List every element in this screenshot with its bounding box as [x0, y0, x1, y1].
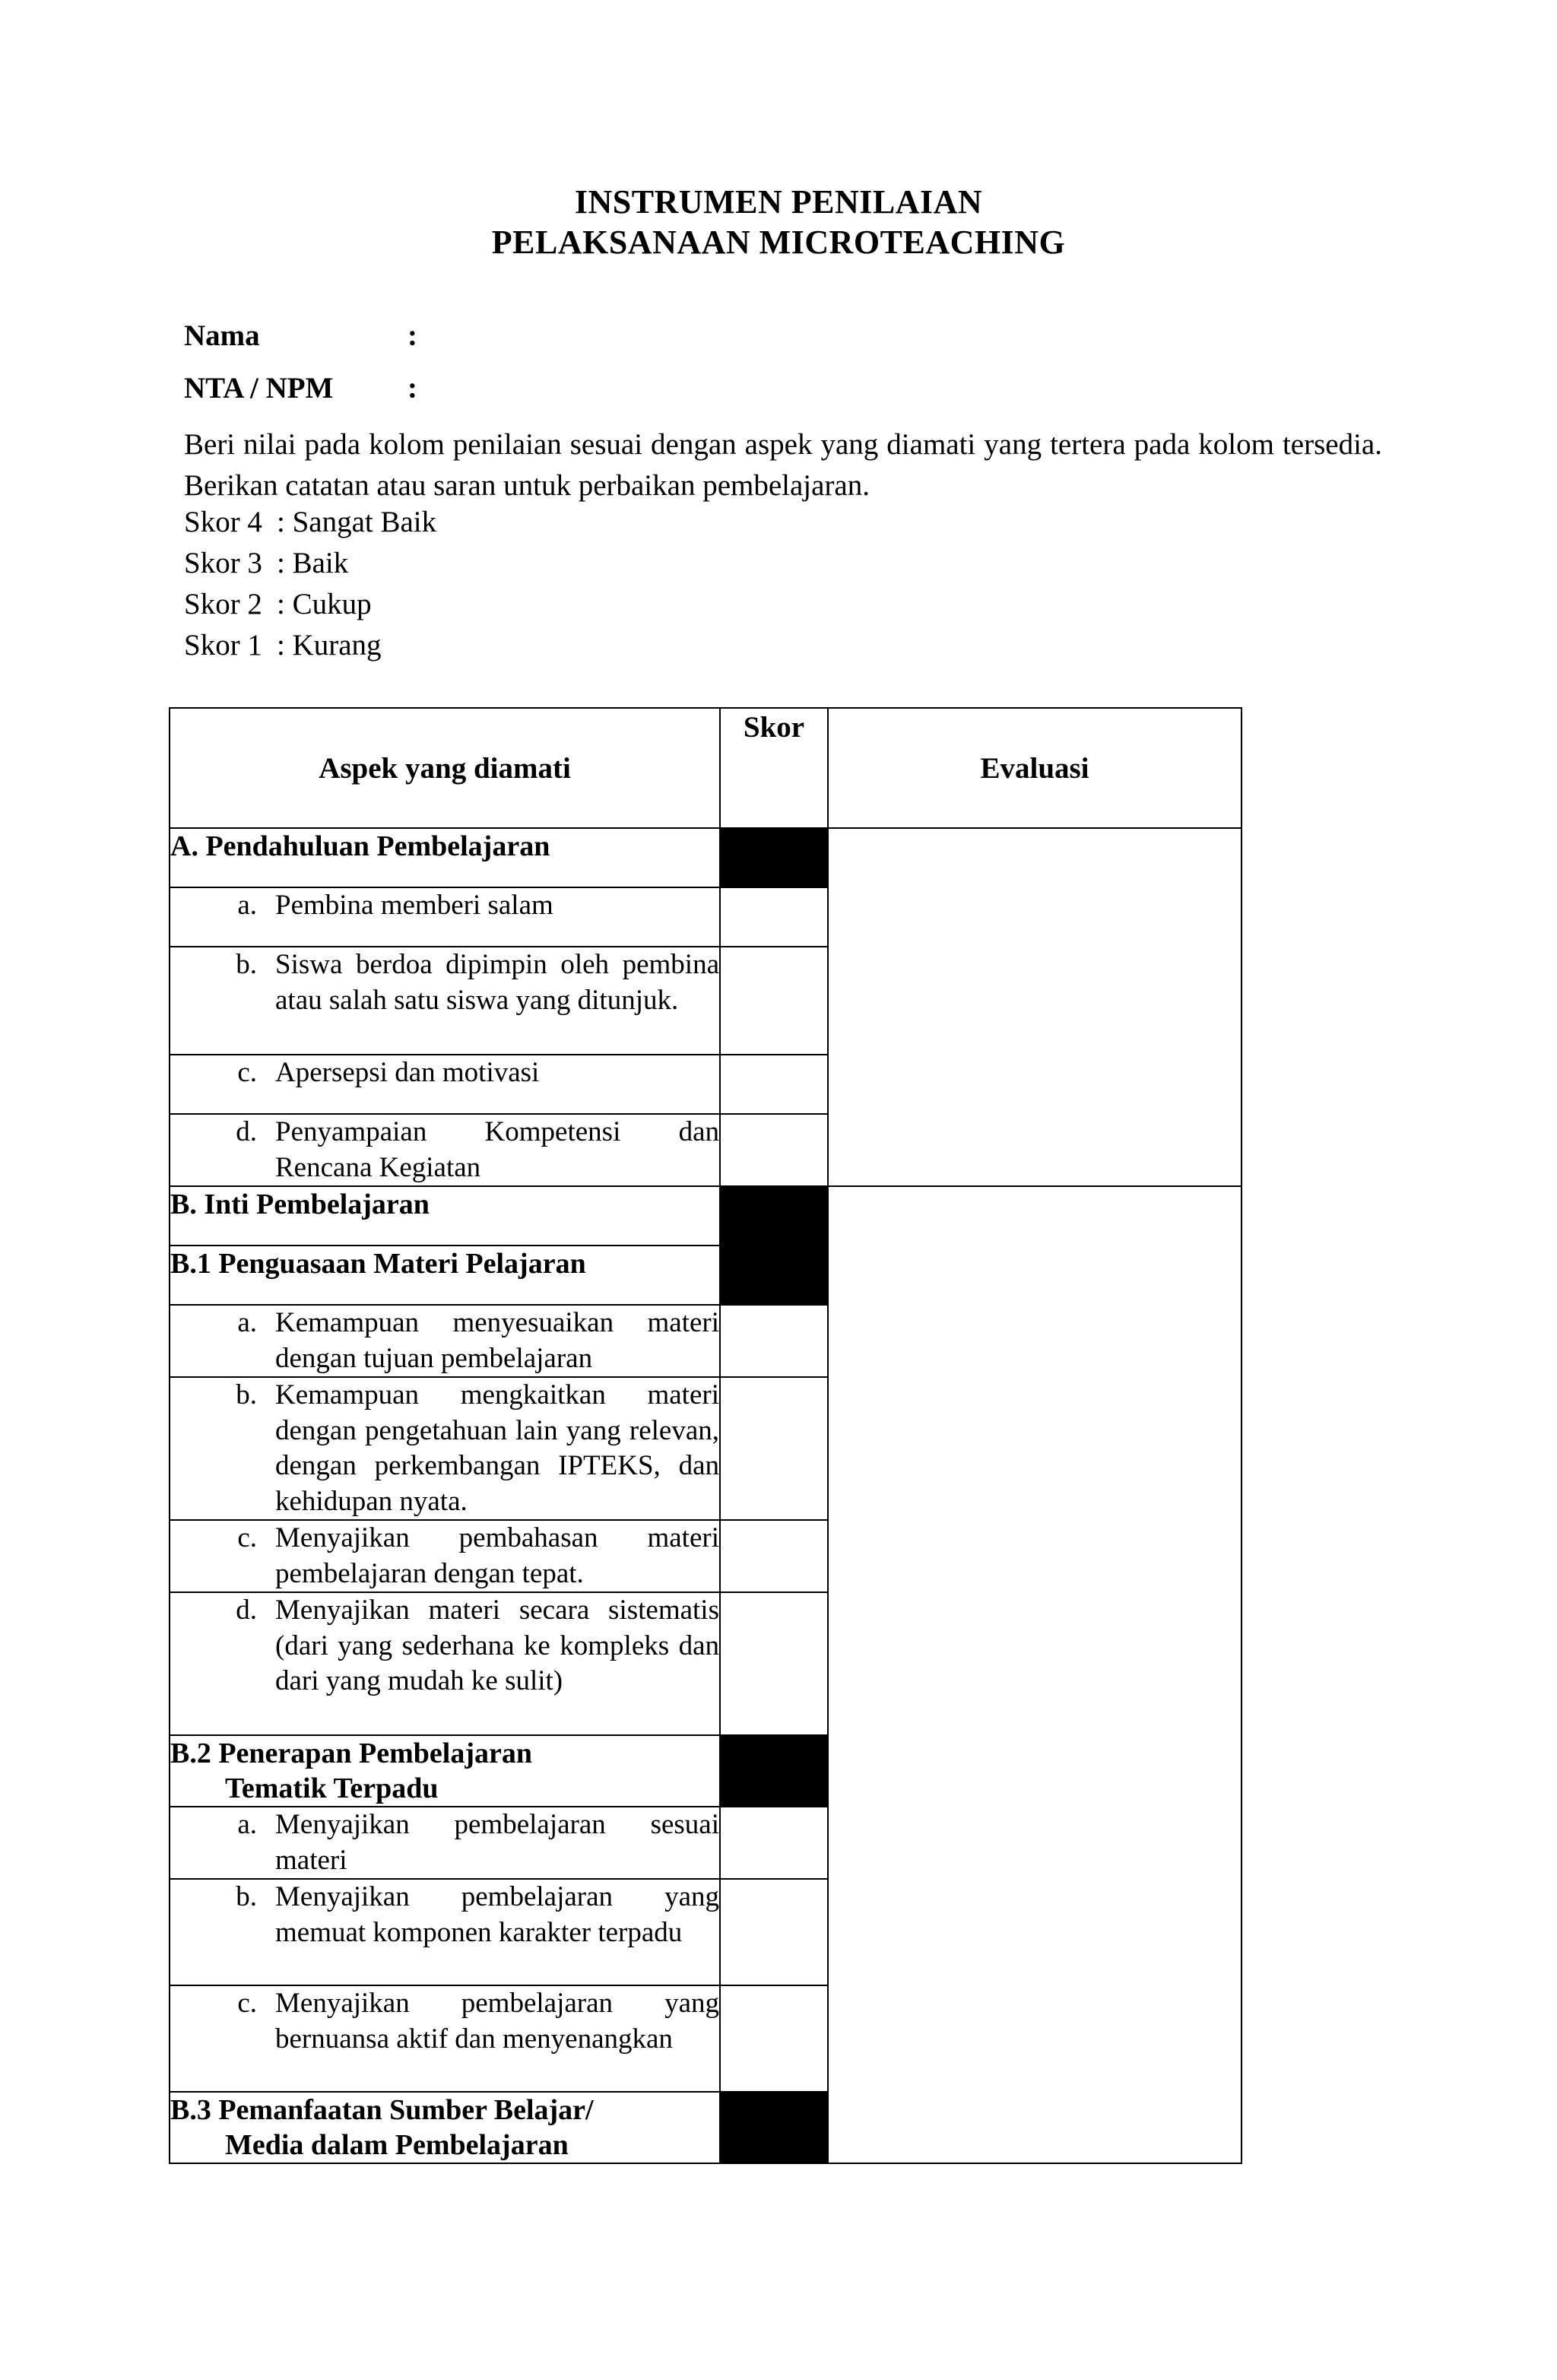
item-text: Menyajikan pembelajaran yang bernuansa aktif dan menyenangkan [275, 1988, 719, 2055]
score-cell[interactable] [720, 947, 828, 1055]
item-cell [170, 1055, 720, 1114]
item-cell [170, 1114, 720, 1186]
score-legend-item [184, 502, 436, 543]
score-cell[interactable] [720, 1055, 828, 1114]
item-text: Pembina memberi salam [275, 890, 553, 921]
field-nama-colon: : [407, 319, 417, 352]
item-marker: b. [236, 1379, 257, 1411]
item-text: Siswa berdoa dipimpin oleh pembina atau salah satu siswa yang ditunjuk. [275, 949, 719, 1016]
section-b-title: B. Inti Pembelajaran [170, 1186, 720, 1246]
item-text: Menyajikan pembahasan materi pembelajaran dengan tepat. [275, 1522, 719, 1589]
item-marker: c. [237, 1522, 257, 1553]
subsection-b2-title-line2: Tematik Terpadu [225, 1772, 439, 1804]
item-cell [170, 1520, 720, 1592]
score-cell[interactable] [720, 1879, 828, 1985]
field-nama [184, 319, 417, 353]
item-cell [170, 1305, 720, 1377]
score-desc: : Sangat Baik [277, 506, 437, 538]
evaluation-cell-a[interactable] [828, 828, 1241, 1186]
instruction-text: Beri nilai pada kolom penilaian sesuai dengan aspek yang diamati yang tertera pada kolom tersedia. Berikan catatan atau saran untuk perbaikan pembelajaran. [184, 428, 1382, 502]
item-cell [170, 1592, 720, 1735]
score-cell[interactable] [720, 887, 828, 947]
section-a-title: A. Pendahuluan Pembelajaran [170, 828, 720, 887]
score-cell-disabled [720, 1186, 828, 1305]
item-text: Menyajikan materi secara sistematis (dari yang sederhana ke kompleks dan dari yang mudah ke sulit) [275, 1595, 719, 1696]
item-text: Penyampaian Kompetensi dan Rencana Kegiatan [275, 1116, 719, 1183]
score-cell-disabled [720, 828, 828, 887]
score-cell-disabled [720, 1735, 828, 1807]
assessment-table [169, 707, 1242, 2164]
score-legend-item [184, 625, 436, 666]
item-cell [170, 1985, 720, 2092]
item-text: Menyajikan pembelajaran sesuai materi [275, 1809, 719, 1876]
document-title-line1: INSTRUMEN PENILAIAN [574, 183, 983, 221]
item-marker: b. [236, 949, 257, 980]
subsection-b3-title [170, 2092, 720, 2163]
item-text: Apersepsi dan motivasi [275, 1057, 540, 1088]
evaluation-cell-b[interactable] [828, 1186, 1241, 2163]
subsection-b3-title-line2: Media dalam Pembelajaran [225, 2129, 569, 2161]
score-legend-item [184, 584, 436, 625]
section-row-b [170, 1186, 1241, 1246]
item-marker: b. [236, 1881, 257, 1912]
field-nama-label: Nama [184, 319, 260, 352]
item-cell [170, 1879, 720, 1985]
document-title-line2: PELAKSANAAN MICROTEACHING [491, 224, 1066, 261]
item-text: Kemampuan menyesuaikan materi dengan tujuan pembelajaran [275, 1307, 719, 1374]
score-cell[interactable] [720, 1114, 828, 1186]
score-desc: : Kurang [277, 629, 382, 662]
score-desc: : Baik [277, 547, 349, 579]
field-nta-npm-label: NTA / NPM [184, 372, 334, 405]
item-cell [170, 1807, 720, 1879]
score-legend [184, 502, 436, 666]
item-marker: a. [237, 1809, 257, 1840]
item-marker: d. [236, 1116, 257, 1147]
item-marker: d. [236, 1595, 257, 1626]
field-nta-npm-colon: : [407, 372, 417, 405]
header-evaluation: Evaluasi [828, 708, 1241, 828]
subsection-b3-title-line1: B.3 Pemanfaatan Sumber Belajar/ [170, 2094, 594, 2126]
score-key: Skor 3 [184, 547, 262, 579]
score-cell[interactable] [720, 1377, 828, 1520]
subsection-b2-title [170, 1735, 720, 1807]
score-cell[interactable] [720, 1985, 828, 2092]
subsection-b1-title: B.1 Penguasaan Materi Pelajaran [170, 1246, 720, 1305]
header-score: Skor [720, 708, 828, 828]
score-key: Skor 1 [184, 629, 262, 662]
score-cell[interactable] [720, 1305, 828, 1377]
score-legend-item [184, 543, 436, 584]
item-marker: c. [237, 1988, 257, 2019]
section-row-a [170, 828, 1241, 887]
score-key: Skor 2 [184, 588, 262, 620]
item-marker: a. [237, 890, 257, 921]
subsection-b2-title-line1: B.2 Penerapan Pembelajaran [170, 1737, 533, 1769]
score-desc: : Cukup [277, 588, 372, 620]
item-text: Kemampuan mengkaitkan materi dengan pengetahuan lain yang relevan, dengan perkembangan IPTEKS, dan kehidupan nyata. [275, 1379, 719, 1517]
header-aspect: Aspek yang diamati [170, 708, 720, 828]
field-nta-npm [184, 372, 417, 405]
item-text: Menyajikan pembelajaran yang memuat komponen karakter terpadu [275, 1881, 719, 1948]
table-header-row [170, 708, 1241, 828]
score-cell[interactable] [720, 1807, 828, 1879]
score-cell[interactable] [720, 1592, 828, 1735]
item-cell [170, 1377, 720, 1520]
score-cell-disabled [720, 2092, 828, 2163]
score-key: Skor 4 [184, 506, 262, 538]
item-marker: a. [237, 1307, 257, 1338]
item-cell [170, 887, 720, 947]
item-cell [170, 947, 720, 1055]
score-cell[interactable] [720, 1520, 828, 1592]
item-marker: c. [237, 1057, 257, 1088]
